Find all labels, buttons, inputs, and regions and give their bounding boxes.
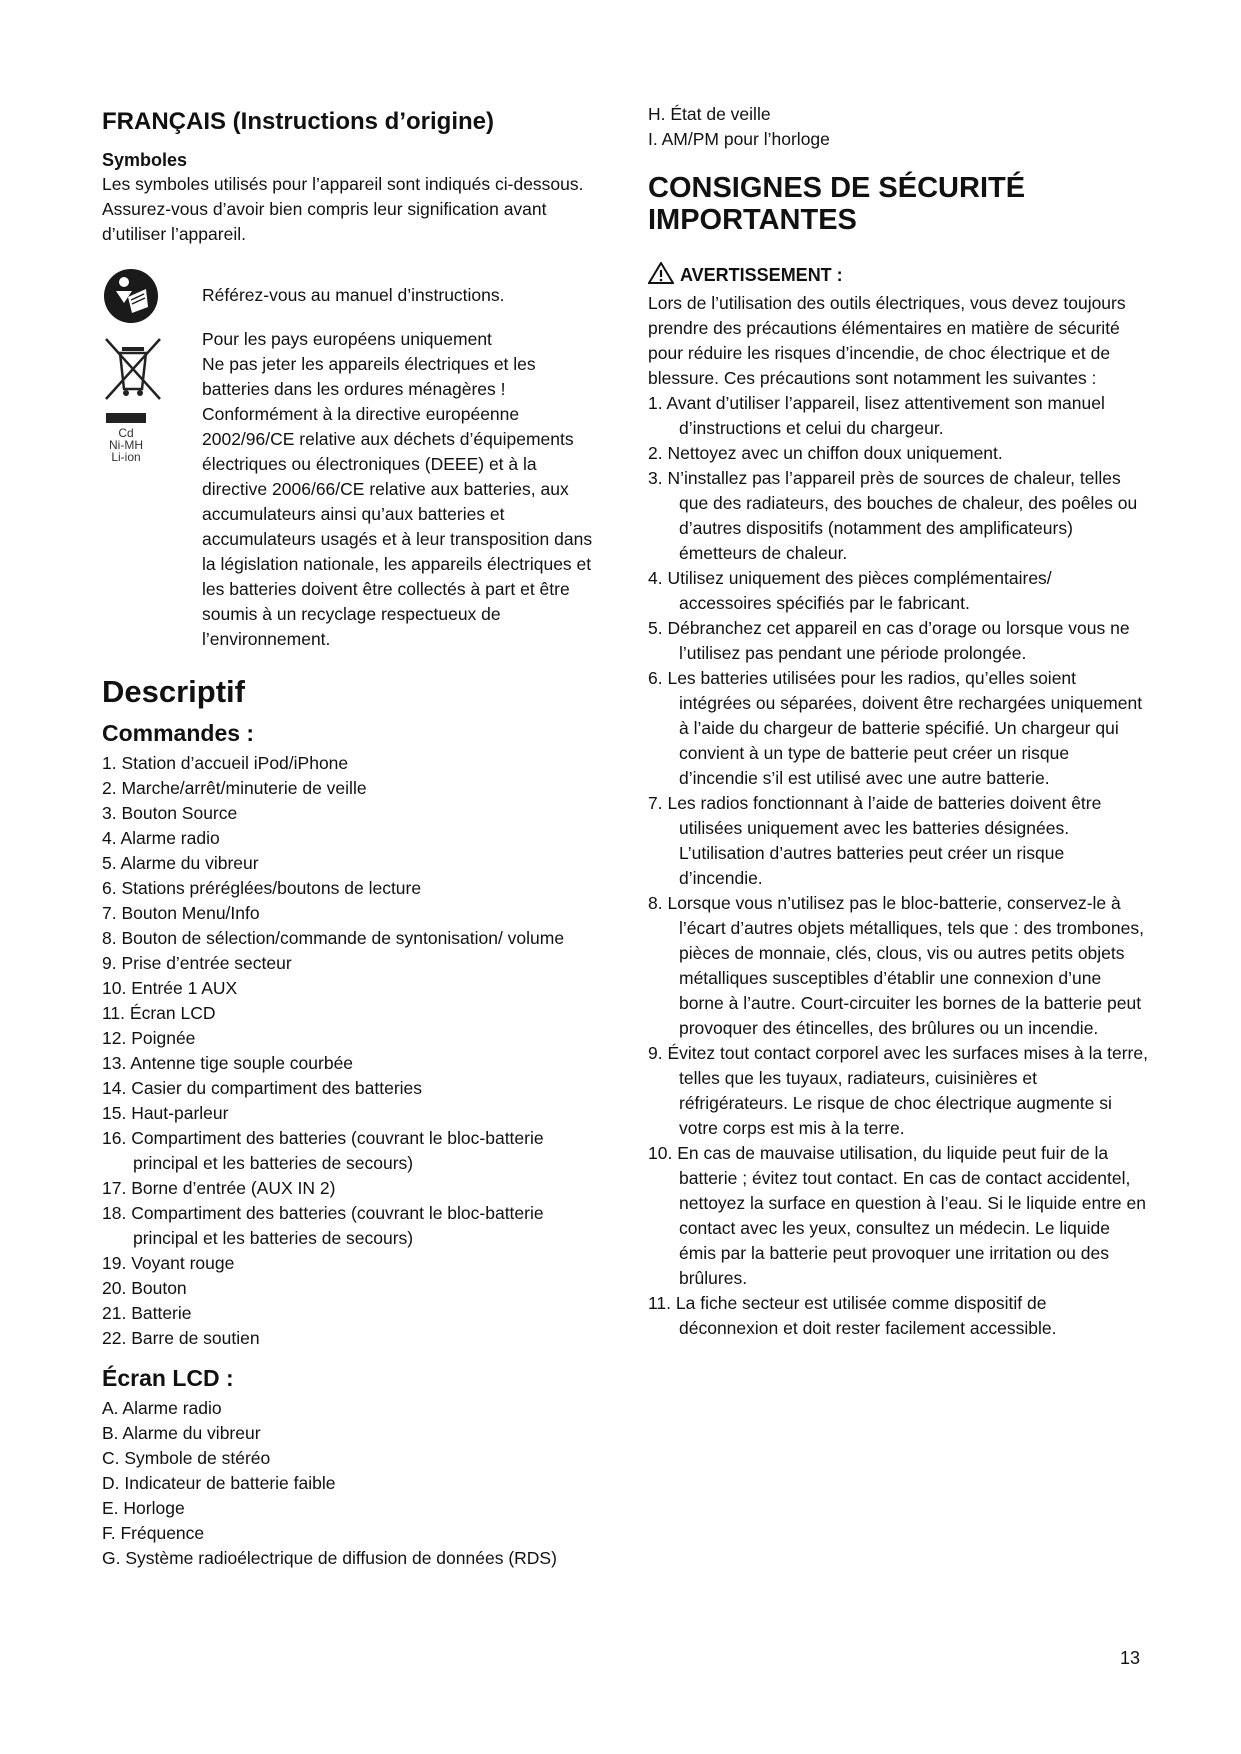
list-item: 5. Débranchez cet appareil en cas d’orage ou lorsque vous ne l’utilisez pas pendant une période prolongée. <box>648 618 1130 663</box>
list-item: 20. Bouton <box>102 1278 187 1298</box>
list-item: 10. En cas de mauvaise utilisation, du liquide peut fuir de la batterie ; évitez tout contact. En cas de contact accidentel, nettoyez la surface en question à l’eau. Si le liquide entre en contact avec les yeux, consultez un médecin. Le liquide émis par la batterie peut provoquer une irritation ou des brûlures. <box>648 1143 1146 1288</box>
battery-label-cd: Cd <box>118 426 134 440</box>
list-item: 11. La fiche secteur est utilisée comme dispositif de déconnexion et doit rester facilement accessible. <box>648 1293 1057 1338</box>
list-item: F. Fréquence <box>102 1523 205 1543</box>
list-item: 13. Antenne tige souple courbée <box>102 1053 354 1073</box>
symbol-row-manual <box>102 267 602 327</box>
safety-intro: Lors de l’utilisation des outils électriques, vous devez toujours prendre des précautions élémentaires en matière de sécurité pour réduire les risques d’incendie, de choc électrique et de blessure. Ces précautions sont notamment les suivantes : <box>648 293 1126 388</box>
symbols-title: Symboles <box>102 150 188 170</box>
manual-symbol-text: Référez-vous au manuel d’instructions. <box>202 285 505 305</box>
separate-collection-bar <box>106 413 146 423</box>
list-item: 19. Voyant rouge <box>102 1253 235 1273</box>
lcd-list <box>102 1396 602 1571</box>
list-item: B. Alarme du vibreur <box>102 1423 261 1443</box>
warning-heading <box>648 262 1148 289</box>
list-item: 6. Les batteries utilisées pour les radios, qu’elles soient intégrées ou séparées, doivent être rechargées uniquement à l’aide du chargeur de batterie spécifié. Un chargeur qui convient à un type de batterie peut créer un risque d’incendie s’il est utilisé avec une autre batterie. <box>648 668 1143 788</box>
list-item: 1. Station d’accueil iPod/iPhone <box>102 753 349 773</box>
list-item: 2. Nettoyez avec un chiffon doux uniquement. <box>648 443 1003 463</box>
commandes-title: Commandes : <box>102 720 255 746</box>
list-item: 8. Bouton de sélection/commande de syntonisation/ volume <box>102 928 565 948</box>
list-item: G. Système radioélectrique de diffusion de données (RDS) <box>102 1548 557 1568</box>
read-manual-icon <box>102 267 160 330</box>
list-item: 2. Marche/arrêt/minuterie de veille <box>102 778 367 798</box>
list-item: 22. Barre de soutien <box>102 1328 260 1348</box>
battery-label-nimh: Ni-MH <box>109 438 143 452</box>
list-item: A. Alarme radio <box>102 1398 222 1418</box>
list-item: E. Horloge <box>102 1498 185 1518</box>
list-item: 7. Bouton Menu/Info <box>102 903 260 923</box>
list-item: 10. Entrée 1 AUX <box>102 978 238 998</box>
list-item: D. Indicateur de batterie faible <box>102 1473 336 1493</box>
list-item: 18. Compartiment des batteries (couvrant le bloc-batterie principal et les batteries de secours) <box>102 1203 544 1248</box>
list-item: 5. Alarme du vibreur <box>102 853 259 873</box>
list-item: 14. Casier du compartiment des batteries <box>102 1078 423 1098</box>
descriptif-title: Descriptif <box>102 674 245 709</box>
page-number: 13 <box>1120 1648 1141 1668</box>
lcd-list-continued <box>648 102 1148 152</box>
list-item: 16. Compartiment des batteries (couvrant le bloc-batterie principal et les batteries de secours) <box>102 1128 544 1173</box>
list-item: 4. Alarme radio <box>102 828 220 848</box>
list-item: H. État de veille <box>648 104 771 124</box>
list-item: 11. Écran LCD <box>102 1003 216 1023</box>
weee-title: Pour les pays européens uniquement <box>202 329 492 349</box>
list-item: 15. Haut-parleur <box>102 1103 229 1123</box>
list-item: 3. N’installez pas l’appareil près de sources de chaleur, telles que des radiateurs, des bouches de chaleur, des poêles ou d’autres dispositifs (notamment des amplificateurs) émetteurs de chaleur. <box>648 468 1138 563</box>
list-item: C. Symbole de stéréo <box>102 1448 271 1468</box>
list-item: 9. Prise d’entrée secteur <box>102 953 292 973</box>
list-item: I. AM/PM pour l’horloge <box>648 129 830 149</box>
left-column <box>102 102 602 1571</box>
safety-title: CONSIGNES DE SÉCURITÉ IMPORTANTES <box>648 172 1026 236</box>
list-item: 6. Stations préréglées/boutons de lecture <box>102 878 422 898</box>
list-item: 21. Batterie <box>102 1303 192 1323</box>
battery-label-liion: Li-ion <box>111 450 141 464</box>
list-item: 4. Utilisez uniquement des pièces complémentaires/ accessoires spécifiés par le fabricant. <box>648 568 1052 613</box>
warning-label: AVERTISSEMENT : <box>680 265 843 285</box>
safety-list <box>648 391 1148 1341</box>
list-item: 1. Avant d’utiliser l’appareil, lisez attentivement son manuel d’instructions et celui du chargeur. <box>648 393 1105 438</box>
list-item: 17. Borne d’entrée (AUX IN 2) <box>102 1178 336 1198</box>
symbol-row-weee <box>102 327 602 652</box>
right-column <box>648 102 1148 1341</box>
weee-text: Ne pas jeter les appareils électriques et les batteries dans les ordures ménagères ! Conformément à la directive européenne 2002/96/CE relative aux déchets d’équipements électriques ou électroniques (DEEE) et à la directive 2006/66/CE relative aux batteries, aux accumulateurs ainsi qu’aux batteries et accumulateurs usagés et à leur transposition dans la législation nationale, les appareils électriques et les batteries doivent être collectés à part et être soumis à un recyclage respectueux de l’environnement. <box>202 354 593 649</box>
list-item: 8. Lorsque vous n’utilisez pas le bloc-batterie, conservez-le à l’écart d’autres objets métalliques, tels que : des trombones, pièces de monnaie, clés, clous, vis ou autres petits objets métalliques susceptibles d’établir une connexion d’une borne à l’autre. Court-circuiter les bornes de la batterie peut provoquer des étincelles, des brûlures ou un incendie. <box>648 893 1144 1038</box>
symbols-intro: Les symboles utilisés pour l’appareil sont indiqués ci-dessous. Assurez-vous d’avoir bien compris leur signification avant d’utiliser l’appareil. <box>102 174 584 244</box>
battery-marking <box>102 413 150 463</box>
crossed-bin-icon <box>102 335 164 408</box>
language-title: FRANÇAIS (Instructions d’origine) <box>102 108 494 135</box>
list-item: 7. Les radios fonctionnant à l’aide de batteries doivent être utilisées uniquement avec les batteries désignées. L’utilisation d’autres batteries peut créer un risque d’incendie. <box>648 793 1102 888</box>
warning-triangle-icon <box>648 262 674 289</box>
lcd-title: Écran LCD : <box>102 1365 234 1391</box>
list-item: 3. Bouton Source <box>102 803 238 823</box>
list-item: 12. Poignée <box>102 1028 196 1048</box>
list-item: 9. Évitez tout contact corporel avec les surfaces mises à la terre, telles que les tuyaux, radiateurs, cuisinières et réfrigérateurs. Le risque de choc électrique augmente si votre corps est mis à la terre. <box>648 1043 1148 1138</box>
commandes-list <box>102 751 602 1351</box>
